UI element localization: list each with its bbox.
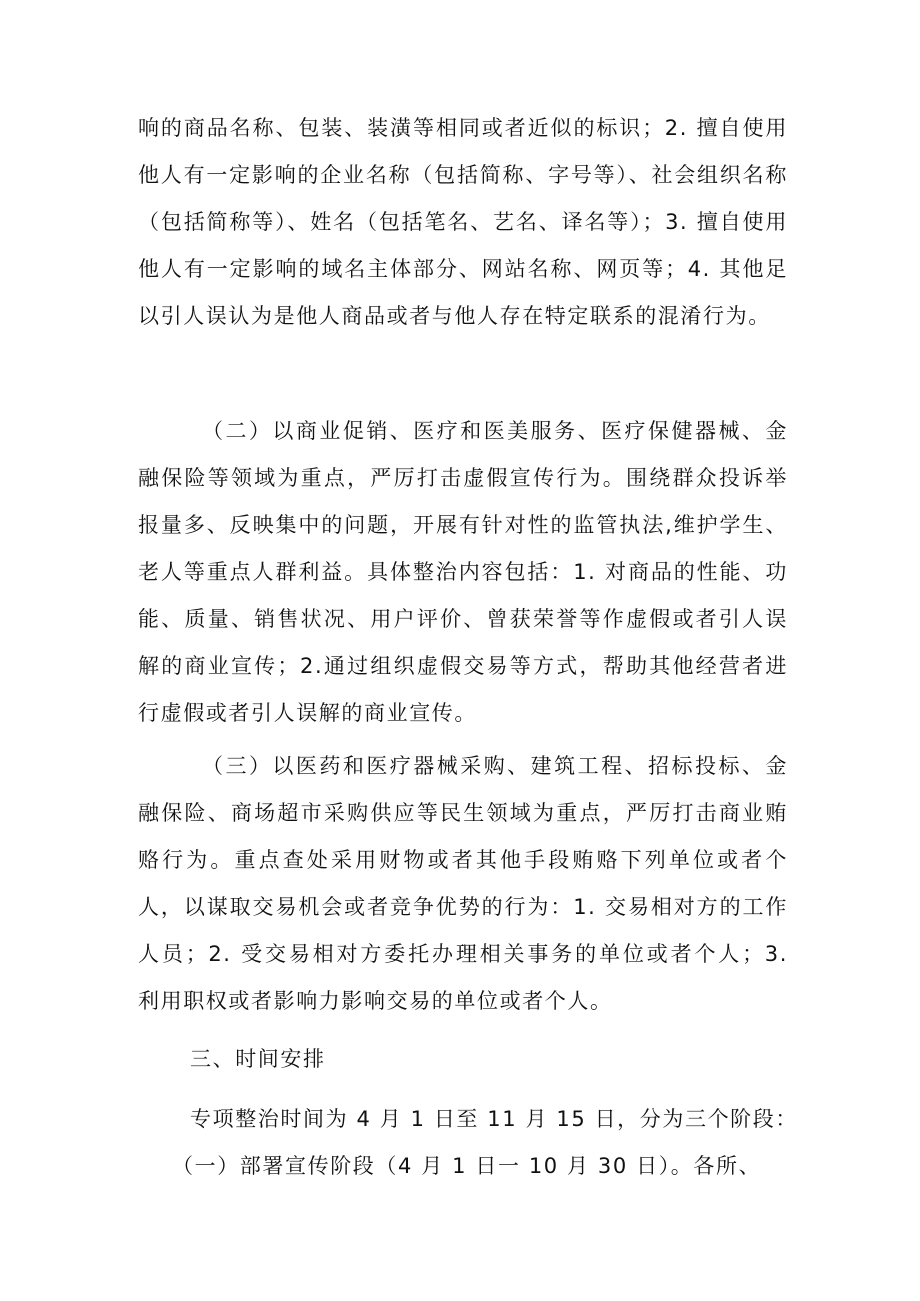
paragraph-confusion-acts: 响的商品名称、包装、装潢等相同或者近似的标识；2. 擅自使用他人有一定影响的企业名称（包括简称、字号等）、社会组织名称（包括简称等）、姓名（包括笔名、艺名、译名等）；3. 擅自使用他人有一定影响的域名主体部分、网站名称、网页等；4. 其他足以引人误认为是他人商品或者与他人存在特定联系的混淆行为。 [138, 116, 788, 328]
paragraph-false-advertising: （二）以商业促销、医疗和医美服务、医疗保健器械、金融保险等领域为重点，严厉打击虚假宣传行为。围绕群众投诉举报量多、反映集中的问题，开展有针对性的监管执法,维护学生、老人等重点人群利益。具体整治内容包括：1. 对商品的性能、功能、质量、销售状况、用户评价、曾获荣誉等作虚假或者引人误解的商业宣传；2.通过组织虚假交易等方式，帮助其他经营者进行虚假或者引人误解的商业宣传。 [138, 419, 788, 725]
body-text-3 [138, 743, 788, 1025]
body-text-2 [138, 408, 788, 737]
section-heading-schedule: 三、时间安排 [190, 1047, 326, 1071]
body-text [138, 105, 788, 340]
phase-one-line: （一）部署宣传阶段（4 月 1 日一 10 月 30 日）。各所、 [172, 1154, 762, 1178]
schedule-intro: 专项整治时间为 4 月 1 日至 11 月 15 日，分为三个阶段： [190, 1107, 798, 1131]
paragraph-commercial-bribery: （三）以医药和医疗器械采购、建筑工程、招标投标、金融保险、商场超市采购供应等民生领域为重点，严厉打击商业贿赂行为。重点查处采用财物或者其他手段贿赂下列单位或者个人，以谋取交易机会或者竞争优势的行为：1. 交易相对方的工作人员；2. 受交易相对方委托办理相关事务的单位或者个人；3. 利用职权或者影响力影响交易的单位或者个人。 [138, 754, 788, 1013]
